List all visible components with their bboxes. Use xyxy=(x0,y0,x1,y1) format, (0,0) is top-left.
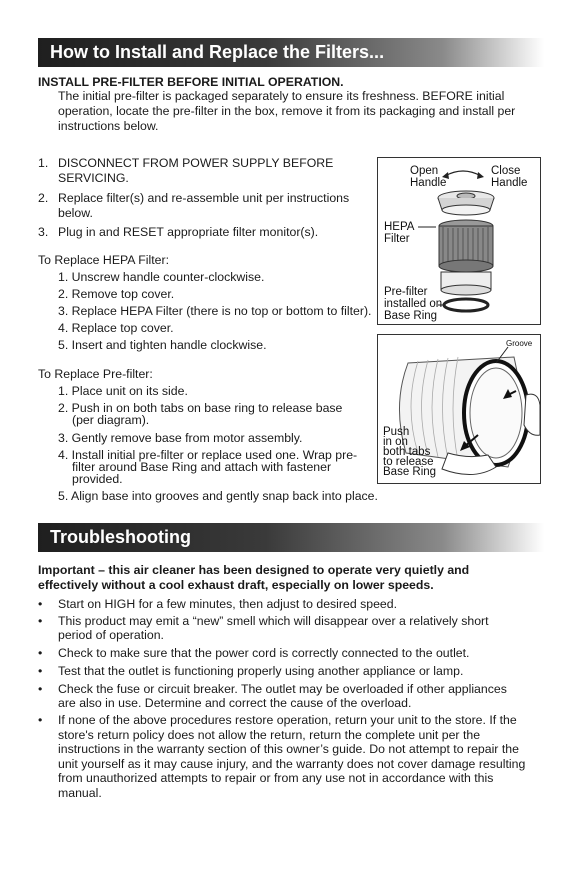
step-number: 2. xyxy=(38,191,49,205)
bullet-text: If none of the above procedures restore operation, return your unit to the store. If the xyxy=(58,713,517,727)
pre-step: 5. Align base into grooves and gently snap back into place. xyxy=(58,489,378,503)
pre-step: filter around Base Ring and attach with fastener xyxy=(72,460,332,474)
pre-heading: To Replace Pre-filter: xyxy=(38,367,153,381)
pre-step: 4. Install initial pre-filter or replace used one. Wrap pre- xyxy=(58,448,358,462)
pre-step: (per diagram). xyxy=(72,413,150,427)
important-line: effectively without a cool exhaust draft, especially on lower speeds. xyxy=(38,578,434,592)
bullet-text: Start on HIGH for a few minutes, then adjust to desired speed. xyxy=(58,597,398,611)
bullet-text: store's return policy does not allow the return, return the complete unit per the xyxy=(58,728,481,742)
bullet-text: are also in use. Determine and correct the cause of the overload. xyxy=(58,696,412,710)
bullet-text: period of operation. xyxy=(58,628,164,642)
pre-step: 1. Place unit on its side. xyxy=(58,384,188,398)
bullet-marker: • xyxy=(38,713,43,727)
section-title-install: How to Install and Replace the Filters... xyxy=(38,38,544,67)
bullet-text: unit yourself as it may cause injury, and the warranty does not cover damage resulting xyxy=(58,757,526,771)
hepa-label: HEPA xyxy=(384,221,415,233)
bullet-text: Test that the outlet is functioning properly using another appliance or lamp. xyxy=(58,664,464,678)
bullet-text: from unauthorized attempts to repair or from any use not in accordance with this xyxy=(58,771,494,785)
prefilter-line-3: instructions below. xyxy=(58,119,159,133)
step-number: 3. xyxy=(38,225,49,239)
pre-step: 2. Push in on both tabs on base ring to release base xyxy=(58,401,343,415)
section-title-troubleshooting: Troubleshooting xyxy=(38,523,544,552)
hepa-step: 4. Replace top cover. xyxy=(58,321,174,335)
bullet-text: This product may emit a “new” smell which will disappear over a relatively short xyxy=(58,614,489,628)
filter-assembly-figure xyxy=(377,157,541,325)
pre-step: provided. xyxy=(72,472,123,486)
bullet-text: manual. xyxy=(58,786,102,800)
step-line: below. xyxy=(58,206,93,220)
close-handle-label: Handle xyxy=(491,177,528,189)
prefilter-line-1: The initial pre-filter is packaged separately to ensure its freshness. BEFORE initial xyxy=(58,89,505,103)
groove-label: Groove xyxy=(506,339,533,348)
hepa-label: Filter xyxy=(384,233,410,245)
hepa-step: 1. Unscrew handle counter-clockwise. xyxy=(58,270,265,284)
step-number: 1. xyxy=(38,156,49,170)
bullet-marker: • xyxy=(38,682,43,696)
prefilter-line-2: operation, locate the pre-filter in the box, remove it from its packaging and install per xyxy=(58,104,516,118)
push-label: Base Ring xyxy=(383,466,437,478)
prefilter-label: Base Ring xyxy=(384,310,438,322)
push-label: in on xyxy=(383,436,408,448)
bullet-marker: • xyxy=(38,597,43,611)
step-line: Plug in and RESET appropriate filter monitor(s). xyxy=(58,225,319,239)
push-label: Push xyxy=(383,426,410,438)
prefilter-heading: INSTALL PRE-FILTER BEFORE INITIAL OPERATION. xyxy=(38,75,344,89)
base-removal-figure xyxy=(377,334,541,484)
important-line: Important – this air cleaner has been designed to operate very quietly and xyxy=(38,563,470,577)
prefilter-label: Pre-filter xyxy=(384,286,428,298)
bullet-marker: • xyxy=(38,664,43,678)
bullet-text: Check to make sure that the power cord is correctly connected to the outlet. xyxy=(58,646,470,660)
step-line: DISCONNECT FROM POWER SUPPLY BEFORE xyxy=(58,156,334,170)
close-handle-label: Close xyxy=(491,165,521,177)
open-handle-label: Handle xyxy=(410,177,447,189)
step-line: Replace filter(s) and re-assemble unit per instructions xyxy=(58,191,350,205)
hepa-step: 5. Insert and tighten handle clockwise. xyxy=(58,338,267,352)
bullet-marker: • xyxy=(38,646,43,660)
push-label: both tabs xyxy=(383,446,431,458)
step-line: SERVICING. xyxy=(58,171,129,185)
hepa-step: 3. Replace HEPA Filter (there is no top or bottom to filter). xyxy=(58,304,372,318)
bullet-text: instructions in the warranty section of this owner’s guide. Do not attempt to repair the xyxy=(58,742,519,756)
hepa-heading: To Replace HEPA Filter: xyxy=(38,253,169,267)
hepa-step: 2. Remove top cover. xyxy=(58,287,175,301)
bullet-text: Check the fuse or circuit breaker. The outlet may be overloaded if other appliances xyxy=(58,682,507,696)
bullet-marker: • xyxy=(38,614,43,628)
push-label: to release xyxy=(383,456,434,468)
prefilter-label: installed on xyxy=(384,298,443,310)
open-handle-label: Open xyxy=(410,165,439,177)
pre-step: 3. Gently remove base from motor assembly. xyxy=(58,431,303,445)
